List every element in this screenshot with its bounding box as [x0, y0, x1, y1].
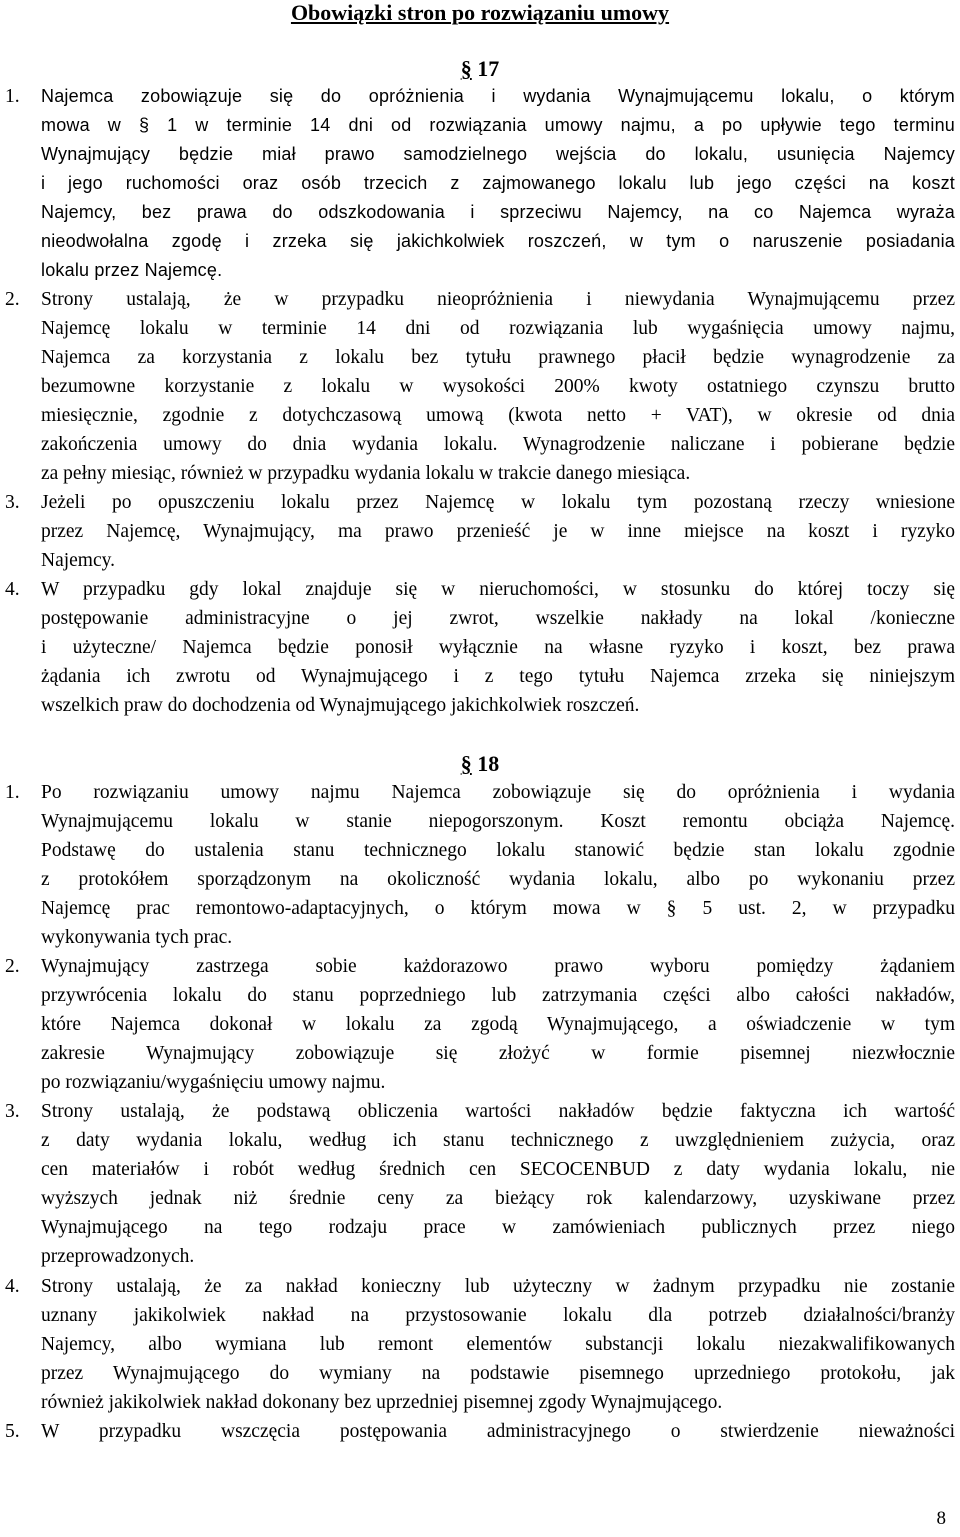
clause-line: Wynajmujący będzie miał prawo samodzielnego wejścia do lokalu, usunięcia Najemcy	[41, 144, 955, 164]
clause-line: które Najemca dokonał w lokalu za zgodą Wynajmującego, a oświadczenie w tym	[41, 1014, 955, 1035]
clause-line: zakończenia umowy do dnia wydania lokalu. Wynagrodzenie naliczane i pobierane będzie	[41, 434, 955, 455]
clause-line: przez Najemcę, Wynajmujący, ma prawo przenieść je w inne miejsce na koszt i ryzyko	[41, 521, 955, 542]
clause-line: wyższych jednak niż średnie ceny za bieżący rok kalendarzowy, uzyskiwane przez	[41, 1188, 955, 1209]
clause-line: Wynajmującego na tego rodzaju prace w zamówieniach publicznych przez niego	[41, 1217, 955, 1238]
clause-number: 1.	[5, 86, 20, 107]
clause-line: wszelkich praw do dochodzenia od Wynajmującego jakichkolwiek roszczeń.	[41, 695, 640, 716]
section-number: 17	[477, 56, 500, 81]
clause-line: mowa w § 1 w terminie 14 dni od rozwiązania umowy najmu, a po upływie tego terminu	[41, 115, 955, 135]
clause-number: 4.	[5, 1276, 20, 1297]
clause-line: Podstawę do ustalenia stanu technicznego lokalu stanowić będzie stan lokalu zgodnie	[41, 840, 955, 861]
clause-line: Najemcy, albo wymiana lub remont elementów substancji lokalu niezakwalifikowanych	[41, 1334, 955, 1355]
clause-line: cen materiałów i robót według średnich cen SECOCENBUD z daty wydania lokalu, nie	[41, 1159, 955, 1180]
clause-line: Najemca za korzystania z lokalu bez tytułu prawnego płacił będzie wynagrodzenie za	[41, 347, 955, 368]
clause-number: 2.	[5, 289, 20, 310]
clause-line: Najemcę lokalu w terminie 14 dni od rozwiązania lub wygaśnięcia umowy najmu,	[41, 318, 955, 339]
clause-number: 3.	[5, 1101, 20, 1122]
clause-line: Strony ustalają, że podstawą obliczenia wartości nakładów będzie faktyczna ich wartość	[41, 1101, 955, 1122]
clause-line: postępowanie administracyjne o jej zwrot, wszelkie nakłady na lokal /konieczne	[41, 608, 955, 629]
clause-line: z protokółem sporządzonym na okoliczność wydania lokalu, albo po wykonaniu przez	[41, 869, 955, 890]
clause-line: zakresie Wynajmujący zobowiązuje się złożyć w formie pisemnej niezwłocznie	[41, 1043, 955, 1064]
clause-line: wykonywania tych prac.	[41, 927, 233, 948]
section-heading-17	[0, 55, 960, 83]
clause-line: przywrócenia lokalu do stanu poprzedniego lub zatrzymania części albo całości nakładów,	[41, 985, 955, 1006]
clause-line: po rozwiązaniu/wygaśnięciu umowy najmu.	[41, 1072, 386, 1093]
clause-line: również jakikolwiek nakład dokonany bez uprzedniej pisemnej zgody Wynajmującego.	[41, 1392, 723, 1413]
clause-line: Najemcy.	[41, 550, 115, 571]
clause-line: przez Wynajmującego do wymiany na podstawie pisemnego uprzedniego protokołu, jak	[41, 1363, 955, 1384]
clause-line: Strony ustalają, że za nakład konieczny lub użyteczny w żadnym przypadku nie zostanie	[41, 1276, 955, 1297]
section-symbol: §	[460, 56, 472, 81]
clause-line: i jego ruchomości oraz osób trzecich z zajmowanego lokalu lub jego części na koszt	[41, 173, 955, 193]
clause-line: za pełny miesiąc, również w przypadku wydania lokalu w trakcie danego miesiąca.	[41, 463, 691, 484]
clause-line: W przypadku gdy lokal znajduje się w nieruchomości, w stosunku do której toczy się	[41, 579, 955, 600]
clause-line: Jeżeli po opuszczeniu lokalu przez Najemcę w lokalu tym pozostaną rzeczy wniesione	[41, 492, 955, 513]
clause-line: Po rozwiązaniu umowy najmu Najemca zobowiązuje się do opróżnienia i wydania	[41, 782, 955, 803]
clause-line: Wynajmującemu lokalu w stanie niepogorszonym. Koszt remontu obciąża Najemcę.	[41, 811, 955, 832]
clause-number: 1.	[5, 782, 20, 803]
clause-line: bezumowne korzystanie z lokalu w wysokości 200% kwoty ostatniego czynszu brutto	[41, 376, 955, 397]
section-number: 18	[477, 751, 500, 776]
clause-line: żądania ich zwrotu od Wynajmującego i z tego tytułu Najemca zrzeka się niniejszym	[41, 666, 955, 687]
clause-number: 5.	[5, 1421, 20, 1442]
page-title: Obowiązki stron po rozwiązaniu umowy	[290, 0, 670, 25]
clause-line: przeprowadzonych.	[41, 1246, 195, 1267]
section-heading-18	[0, 750, 960, 778]
clause-line: miesięcznie, zgodnie z dotychczasową umową (kwota netto + VAT), w okresie od dnia	[41, 405, 955, 426]
section-symbol: §	[460, 751, 472, 776]
clause-line: nieodwołalna zgodę i zrzeka się jakichkolwiek roszczeń, w tym o naruszenie posiadania	[41, 231, 955, 251]
clause-line: Najemcę prac remontowo-adaptacyjnych, o którym mowa w § 5 ust. 2, w przypadku	[41, 898, 955, 919]
clause-line: lokalu przez Najemcę.	[41, 260, 223, 280]
clause-line: Wynajmujący zastrzega sobie każdorazowo prawo wyboru pomiędzy żądaniem	[41, 956, 955, 977]
clause-number: 4.	[5, 579, 20, 600]
clause-number: 2.	[5, 956, 20, 977]
clause-line: Najemcy, bez prawa do odszkodowania i sprzeciwu Najemcy, na co Najemca wyraża	[41, 202, 955, 222]
clause-line: W przypadku wszczęcia postępowania administracyjnego o stwierdzenie nieważności	[41, 1421, 955, 1442]
clause-number: 3.	[5, 492, 20, 513]
clause-line: i użyteczne/ Najemca będzie ponosił wyłącznie na własne ryzyko i koszt, bez prawa	[41, 637, 955, 658]
clause-line: uznany jakikolwiek nakład na przystosowanie lokalu dla potrzeb działalności/branży	[41, 1305, 955, 1326]
clause-line: Najemca zobowiązuje się do opróżnienia i wydania Wynajmującemu lokalu, o którym	[41, 86, 955, 106]
clause-line: Strony ustalają, że w przypadku nieopróżnienia i niewydania Wynajmującemu przez	[41, 289, 955, 310]
clause-line: z daty wydania lokalu, według ich stanu technicznego z uwzględnieniem zużycia, oraz	[41, 1130, 955, 1151]
page-number: 8	[936, 1508, 946, 1529]
